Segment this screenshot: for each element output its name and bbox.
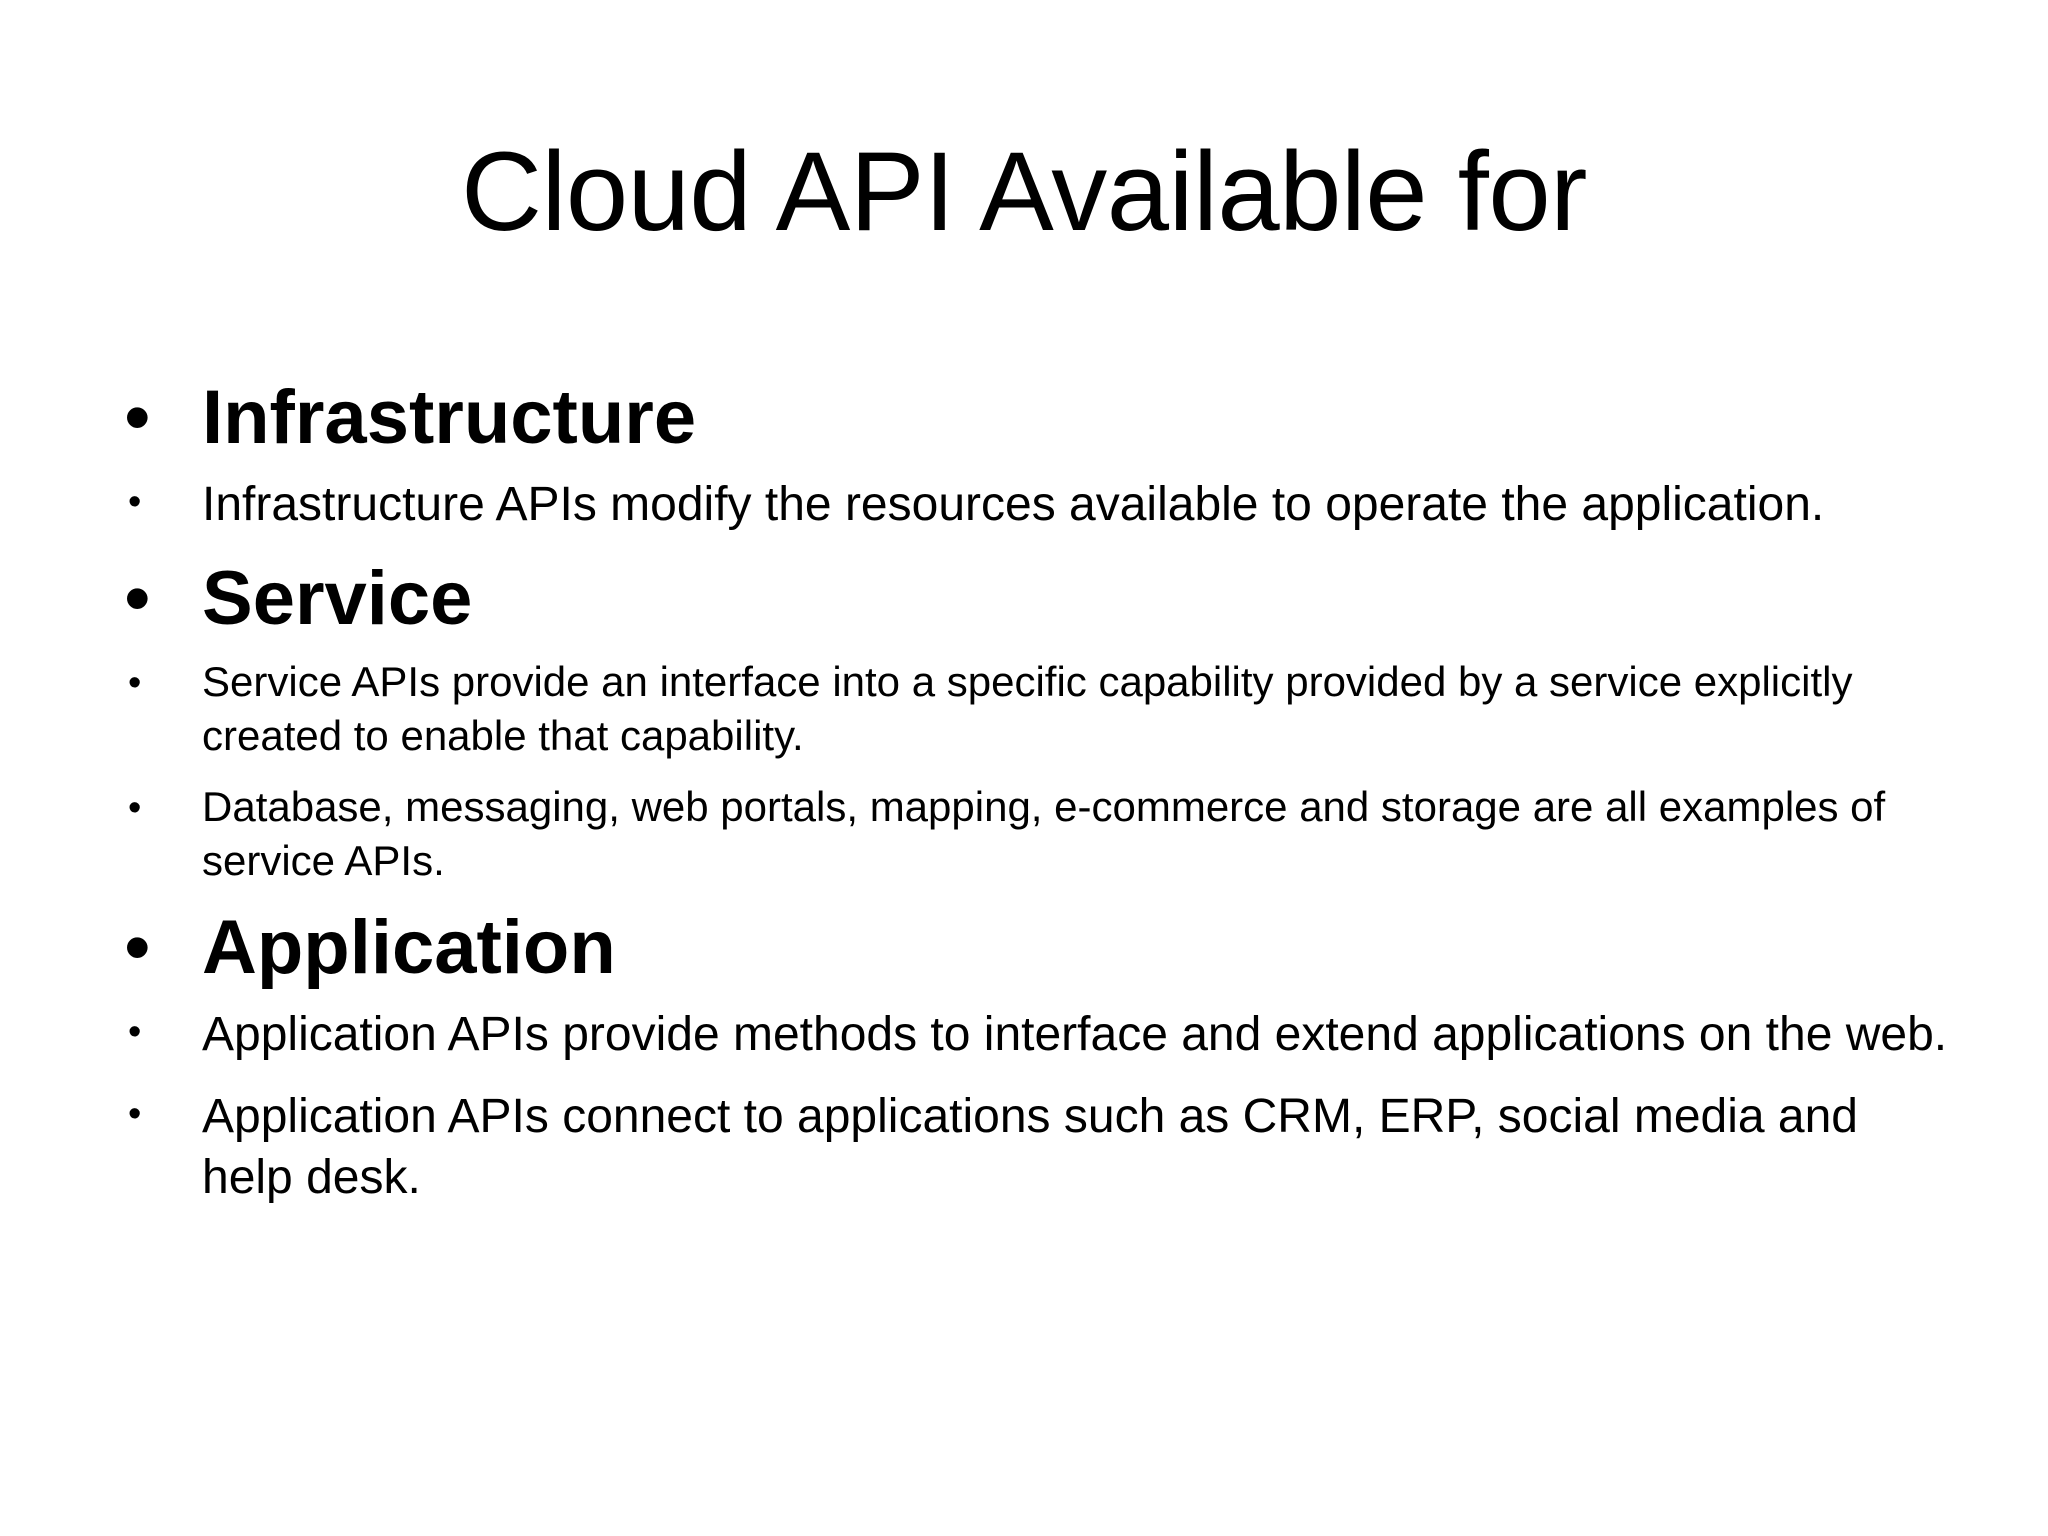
section-heading-service [120,556,1950,641]
bullet-list [120,375,1950,1228]
list-item [120,780,1950,889]
list-item [120,474,1950,535]
bullet-icon: • [128,1011,142,1054]
list-item-text: Infrastructure APIs modify the resources available to operate the application. [202,478,1825,532]
bullet-icon: • [124,375,151,460]
bullet-icon: • [128,786,142,829]
section-heading-label: Application [202,905,616,991]
section-heading-application [120,905,1950,990]
list-item [120,1086,1950,1209]
bullet-icon: • [124,905,151,991]
section-heading-infrastructure [120,375,1950,460]
list-item [120,1004,1950,1065]
section-heading-label: Infrastructure [202,375,697,460]
list-item-text: Service APIs provide an interface into a specific capability provided by a service explicitly created to enable that capability. [202,657,1853,760]
slide-title: Cloud API Available for [461,129,1587,254]
bullet-icon: • [128,661,142,704]
bullet-icon: • [128,1092,142,1135]
list-item-text: Database, messaging, web portals, mapping, e-commerce and storage are all examples of service APIs. [202,782,1886,885]
list-item [120,655,1950,764]
section-heading-label: Service [202,555,473,641]
list-item-text: Application APIs connect to applications such as CRM, ERP, social media and help desk. [202,1089,1858,1205]
bullet-icon: • [124,555,151,641]
bullet-icon: • [128,481,142,524]
list-item-text: Application APIs provide methods to interface and extend applications on the web. [202,1008,1948,1062]
